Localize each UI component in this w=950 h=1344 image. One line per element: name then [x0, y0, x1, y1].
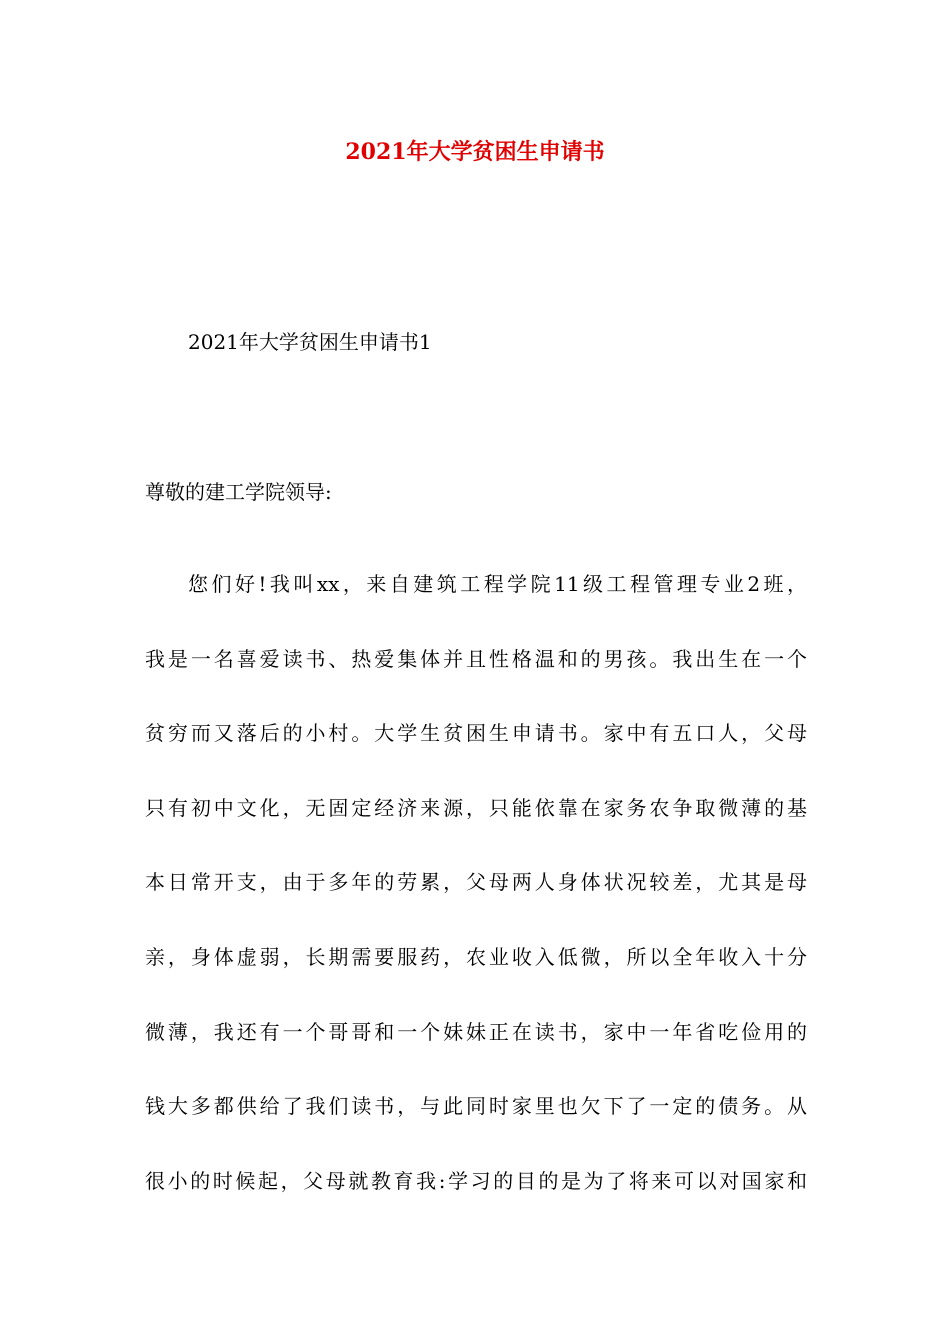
paragraph-line: 很小的时候起，父母就教育我:学习的目的是为了将来可以对国家和: [145, 1168, 807, 1193]
document-title: 2021年大学贫困生申请书: [345, 139, 605, 165]
section-heading: 2021年大学贫困生申请书1: [188, 330, 432, 354]
paragraph-line: 贫穷而又落后的小村。大学生贫困生申请书。家中有五口人，父母: [145, 721, 807, 746]
paragraph-line: 亲，身体虚弱，长期需要服药，农业收入低微，所以全年收入十分: [145, 944, 807, 969]
paragraph-line: 只有初中文化，无固定经济来源，只能依靠在家务农争取微薄的基: [145, 795, 807, 820]
paragraph-line: 我是一名喜爱读书、热爱集体并且性格温和的男孩。我出生在一个: [145, 646, 807, 671]
paragraph-line: 您们好!我叫xx，来自建筑工程学院11级工程管理专业2班，: [188, 572, 807, 596]
paragraph-line: 钱大多都供给了我们读书，与此同时家里也欠下了一定的债务。从: [145, 1094, 807, 1119]
body-paragraph: [145, 547, 807, 1218]
paragraph-line: 微薄，我还有一个哥哥和一个妹妹正在读书，家中一年省吃俭用的: [145, 1019, 807, 1044]
salutation: 尊敬的建工学院领导:: [145, 480, 332, 504]
paragraph-line: 本日常开支，由于多年的劳累，父母两人身体状况较差，尤其是母: [145, 870, 807, 895]
